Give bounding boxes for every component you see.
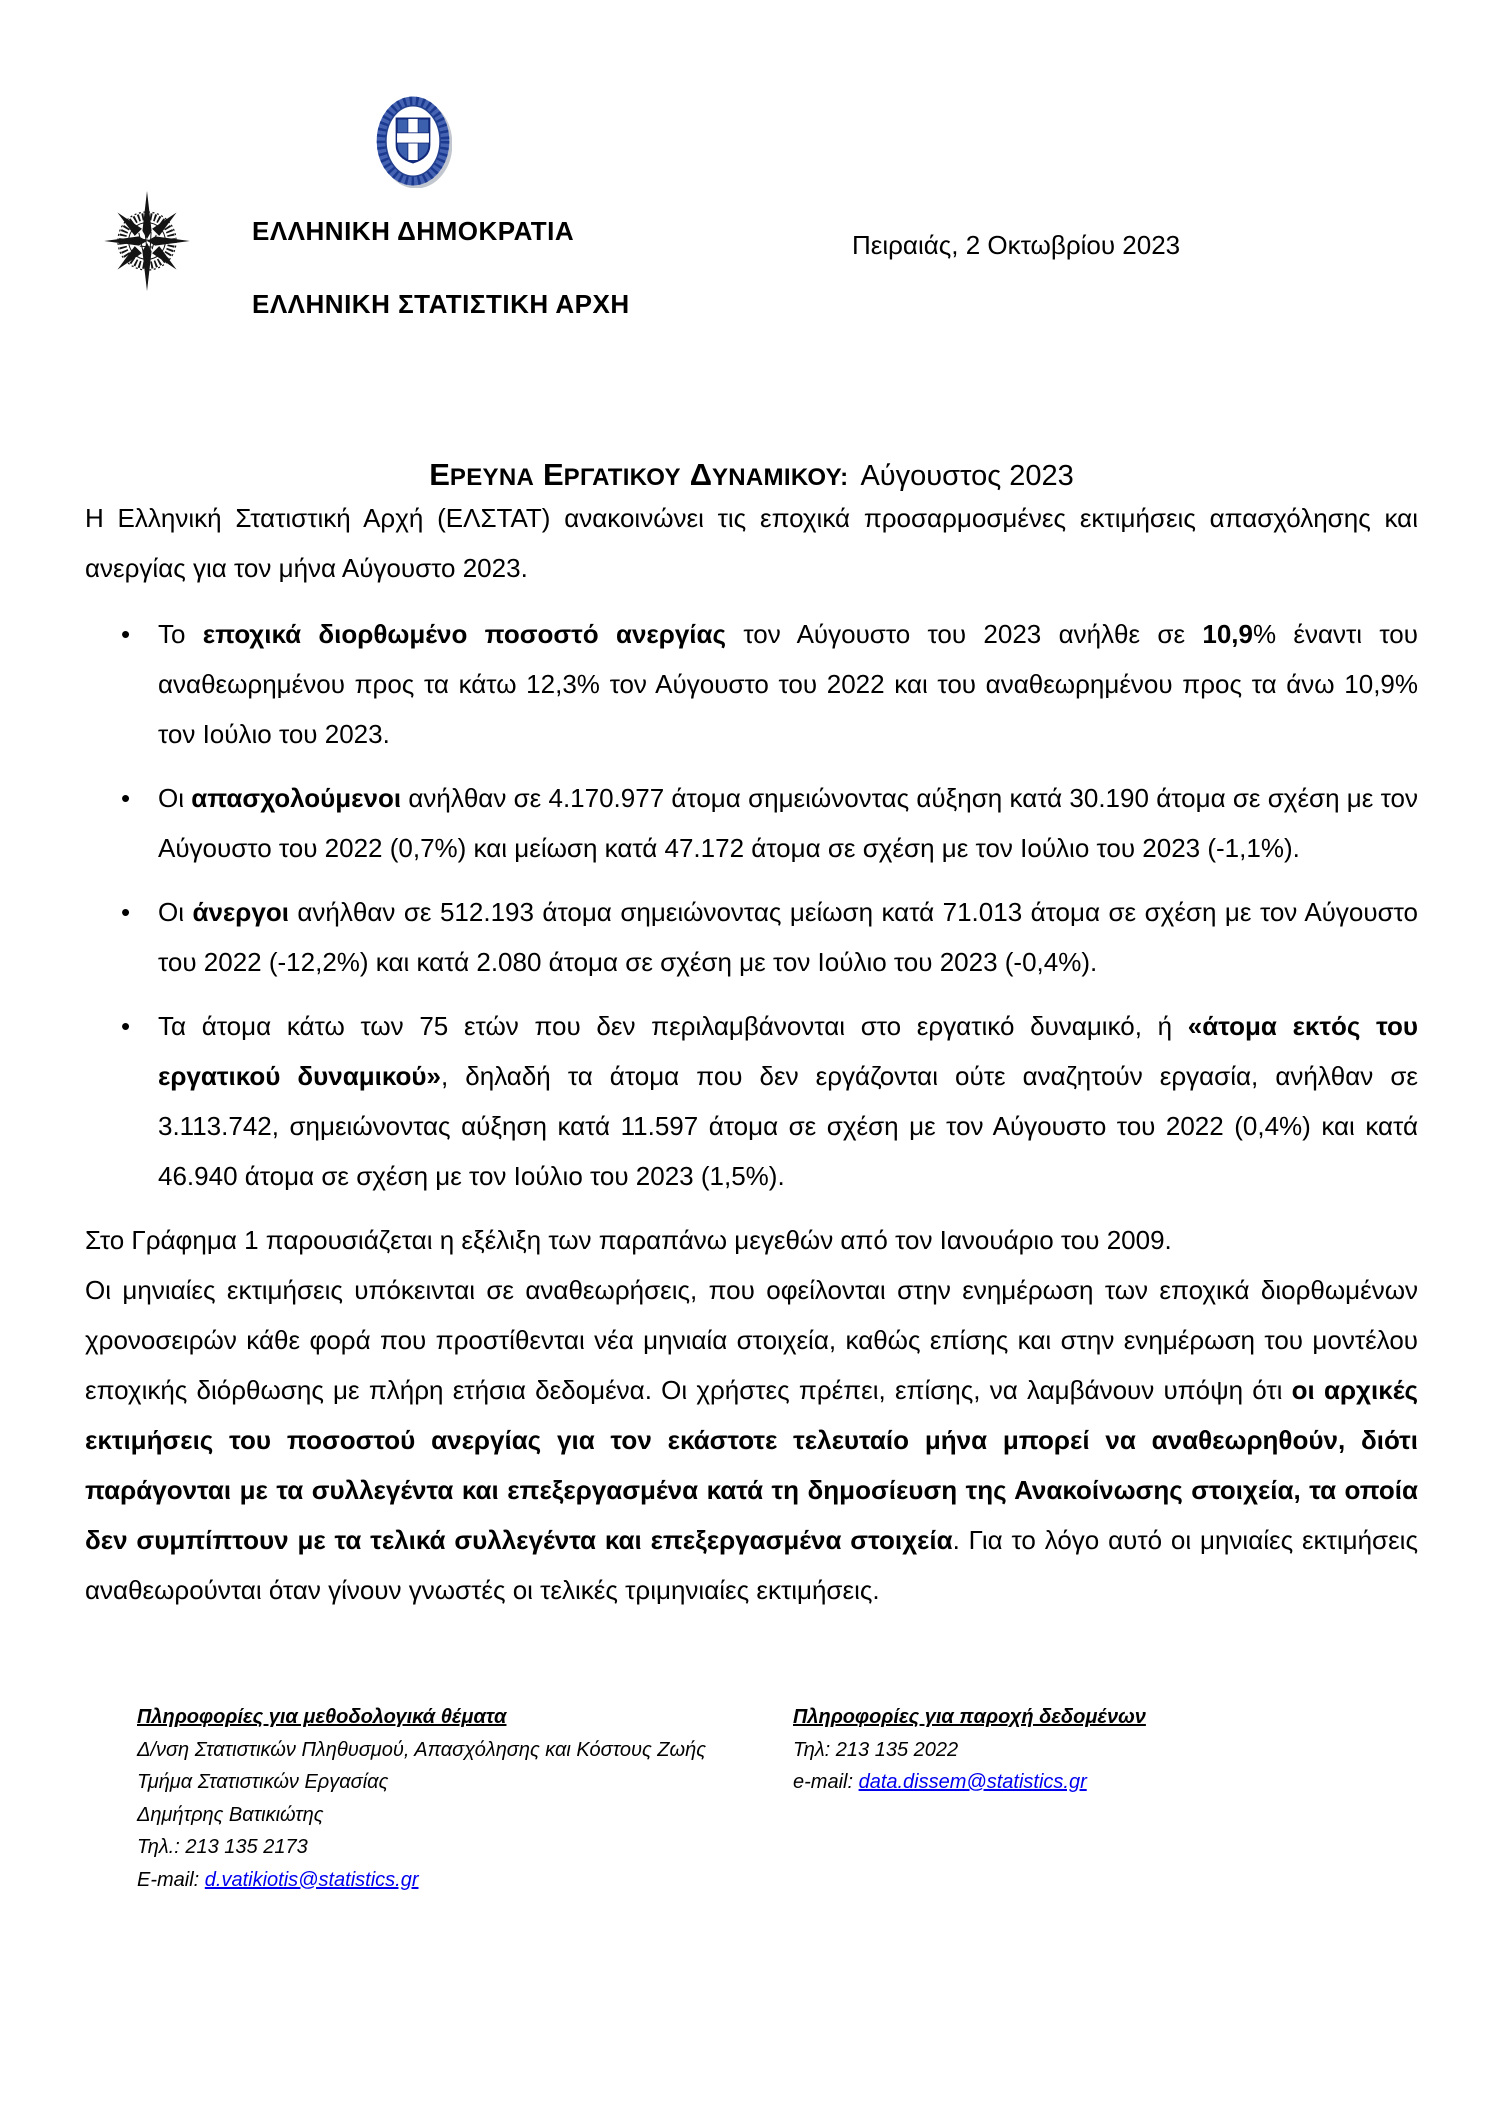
org-name-authority: ΕΛΛΗΝΙΚΗ ΣΤΑΤΙΣΤΙΚΗ ΑΡΧΗ — [252, 289, 630, 319]
intro-paragraph: Η Ελληνική Στατιστική Αρχή (ΕΛΣΤΑΤ) ανακοινώνει τις εποχικά προσαρμοσμένες εκτιμήσεις απασχόλησης και ανεργίας για τον μήνα Αύγουστο 2023. — [85, 503, 1418, 583]
contact-email-line-methodology — [137, 1864, 737, 1897]
methodology-email-link[interactable]: d.vatikiotis@statistics.gr — [204, 1868, 419, 1891]
bullet-unemployed: • Οι άνεργοι ανήλθαν σε 512.193 άτομα σημειώνοντας μείωση κατά 71.013 άτομα σε σχέση με τον Αύγουστο του 2022 (-12,2%) και κατά 2.080 άτομα σε σχέση με τον Ιούλιο του 2023 (-0,4%). — [158, 887, 1418, 987]
page-title-smallcaps: ΕΡΕΥΝΑ ΕΡΓΑΤΙΚΟΥ ΔΥΝΑΜΙΚΟΥ: — [429, 457, 849, 492]
graph-note-paragraph: Στο Γράφημα 1 παρουσιάζεται η εξέλιξη των παραπάνω μεγεθών από τον Ιανουάριο του 2009. — [85, 1225, 1172, 1255]
contact-section: Τμήμα Στατιστικών Εργασίας — [137, 1771, 389, 1793]
data-dissemination-email-link[interactable]: data.dissem@statistics.gr — [858, 1771, 1087, 1793]
contact-email-line-data — [793, 1766, 1146, 1799]
contact-phone-data: Τηλ: 213 135 2022 — [793, 1738, 959, 1761]
bullet-list — [85, 609, 1418, 1201]
revision-paragraph: Οι μηνιαίες εκτιμήσεις υπόκεινται σε αναθεωρήσεις, που οφείλονται στην ενημέρωση των εποχικά διορθωμένων χρονοσειρών κάθε φορά που προστίθενται νέα μηνιαία στοιχεία, καθώς επίσης και στην ενημέρωση του μοντέλου εποχικής διόρθωσης με πλήρη ετήσια δεδομένα. Οι χρήστες πρέπει, επίσης, να λαμβάνουν υπόψη ότι οι αρχικές εκτιμήσεις του ποσοστού ανεργίας για τον εκάστοτε τελευταίο μήνα μπορεί να αναθεωρηθούν, διότι παράγονται με τα συλλεγέντα και επεξεργασμένα κατά τη δημοσίευση της Ανακοίνωσης στοιχεία, τα οποία δεν συμπίπτουν με τα τελικά συλλεγέντα και επεξεργασμένα στοιχεία. Για το λόγο αυτό οι μηνιαίες εκτιμήσεις αναθεωρούνται όταν γίνουν γνωστές οι τελικές τριμηνιαίες εκτιμήσεις. — [85, 1275, 1418, 1605]
org-name-republic: ΕΛΛΗΝΙΚΗ ΔΗΜΟΚΡΑΤΙΑ — [252, 216, 575, 246]
contact-phone-methodology: Τηλ.: 213 135 2173 — [137, 1836, 308, 1858]
bullet-employed: • Οι απασχολούμενοι ανήλθαν σε 4.170.977 άτομα σημειώνοντας αύξηση κατά 30.190 άτομα σε σχέση με τον Αύγουστο του 2022 (0,7%) και μείωση κατά 47.172 άτομα σε σχέση με τον Ιούλιο του 2023 (-1,1%). — [158, 773, 1418, 873]
contact-data-heading: Πληροφορίες για παροχή δεδομένων — [793, 1706, 1146, 1728]
elstat-logo-icon — [100, 188, 194, 292]
page-title-subtitle: Αύγουστος 2023 — [860, 460, 1074, 492]
hellenic-republic-emblem-icon — [374, 94, 452, 188]
contact-methodology-block — [137, 1701, 737, 1896]
contact-directorate: Δ/νση Στατιστικών Πληθυσμού, Απασχόλησης και Κόστους Ζωής — [137, 1738, 706, 1761]
email-label: E-mail: — [137, 1868, 205, 1891]
email-label: e-mail: — [793, 1771, 859, 1793]
document-body — [0, 456, 1500, 1896]
contact-person: Δημήτρης Βατικιώτης — [137, 1803, 324, 1826]
page-title — [85, 456, 1418, 493]
bullet-outside-labour-force: • Τα άτομα κάτω των 75 ετών που δεν περιλαμβάνονται στο εργατικό δυναμικό, ή «άτομα εκτός του εργατικού δυναμικού», δηλαδή τα άτομα που δεν εργάζονται ούτε αναζητούν εργασία, ανήλθαν σε 3.113.742, σημειώνοντας αύξηση κατά 11.597 άτομα σε σχέση με τον Αύγουστο του 2022 (0,4%) και κατά 46.940 άτομα σε σχέση με τον Ιούλιο του 2023 (1,5%). — [158, 1001, 1418, 1201]
header-org-block — [252, 216, 630, 320]
contact-footer — [137, 1701, 1418, 1896]
contact-data-provision-block — [793, 1701, 1146, 1896]
contact-methodology-heading: Πληροφορίες για μεθοδολογικά θέματα — [137, 1706, 507, 1728]
dateline: Πειραιάς, 2 Οκτωβρίου 2023 — [852, 230, 1181, 260]
bullet-unemployment-rate: • Το εποχικά διορθωμένο ποσοστό ανεργίας τον Αύγουστο του 2023 ανήλθε σε 10,9% έναντι του αναθεωρημένου προς τα κάτω 12,3% τον Αύγουστο του 2022 και του αναθεωρημένου προς τα άνω 10,9% τον Ιούλιο του 2023. — [158, 609, 1418, 759]
